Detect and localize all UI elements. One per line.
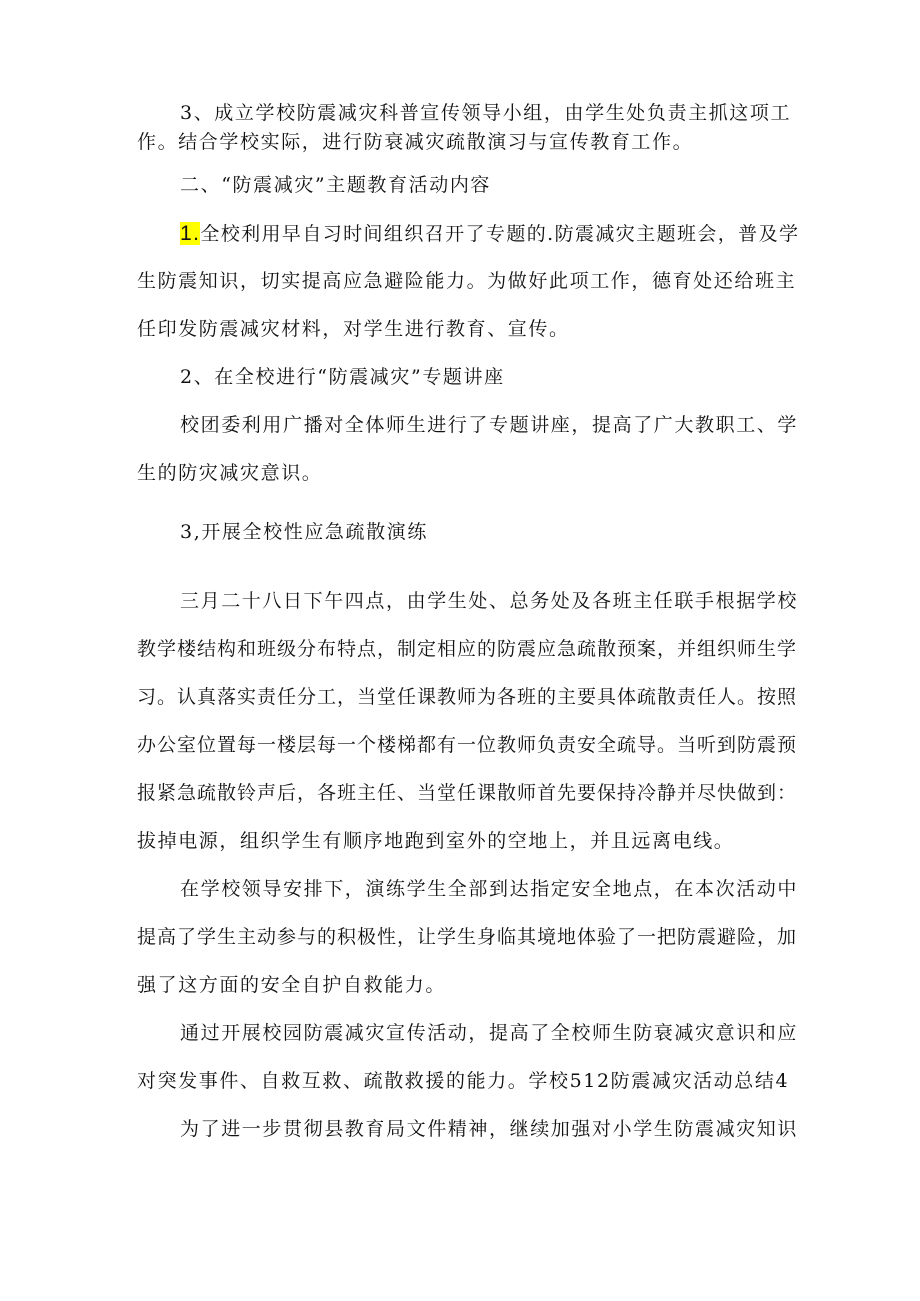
para-2-line-2: 生防震知识，切实提高应急避险能力。为做好此项工作，德育处还给班主 xyxy=(137,270,797,292)
para-4-line-5: 报紧急疏散铃声后，各班主任、当堂任课散师首先要保持冷静并尽快做到： xyxy=(137,782,798,804)
para-4-line-6: 拔掉电源，组织学生有顺序地跑到室外的空地上，并且远离电线。 xyxy=(137,830,735,852)
para-5-line-2: 提高了学生主动参与的积极性，让学生身临其境地体验了一把防震避险，加 xyxy=(137,926,798,948)
para-1-line-2: 作。结合学校实际，进行防衰减灾疏散演习与宣传教育工作。 xyxy=(137,131,694,153)
para-5-line-1: 在学校领导安排下，演练学生全部到达指定安全地点，在本次活动中 xyxy=(180,878,799,900)
para-3-line-2: 生的防灾减灾意识。 xyxy=(137,462,323,484)
highlighted-number: 1. xyxy=(180,222,201,245)
para-6-line-1: 通过开展校园防震减灾宣传活动，提高了全校师生防衰减灾意识和应 xyxy=(180,1022,799,1044)
para-4-line-3: 习。认真落实责任分工，当堂任课教师为各班的主要具体疏散责任人。按照 xyxy=(137,686,798,708)
para-4-line-1: 三月二十八日下午四点，由学生处、总务处及各班主任联手根据学校 xyxy=(180,590,799,612)
section-heading-2: 二、“防震减灾”主题教育活动内容 xyxy=(180,174,492,196)
para-2-line-1 xyxy=(180,221,799,247)
para-5-line-3: 强了这方面的安全自护自救能力。 xyxy=(137,974,447,996)
para-2-line-1-text: 全校利用早自习时间组织召开了专题的.防震减灾主题班会，普及学 xyxy=(200,223,800,245)
para-4-line-4: 办公室位置每一楼层每一个楼梯都有一位教师负责安全疏导。当听到防震预 xyxy=(137,734,798,756)
para-6-line-2: 对突发事件、自救互救、疏散救援的能力。学校512防震减灾活动总结4 xyxy=(137,1070,790,1092)
section-heading-4: 3,开展全校性应急疏散演练 xyxy=(180,521,428,543)
para-2-line-3: 任印发防震减灾材料，对学生进行教育、宣传。 xyxy=(137,318,570,340)
para-7-line-1: 为了进一步贯彻县教育局文件精神，继续加强对小学生防震减灾知识 xyxy=(180,1118,799,1140)
para-4-line-2: 教学楼结构和班级分布特点，制定相应的防震应急疏散预案，并组织师生学 xyxy=(137,638,798,660)
para-1-line-1: 3、成立学校防震减灾科普宣传领导小组，由学生处负责主抓这项工 xyxy=(180,102,792,124)
para-3-line-1: 校团委利用广播对全体师生进行了专题讲座，提高了广大教职工、学 xyxy=(180,414,799,436)
section-heading-3: 2、在全校进行“防震减灾”专题讲座 xyxy=(180,366,505,388)
